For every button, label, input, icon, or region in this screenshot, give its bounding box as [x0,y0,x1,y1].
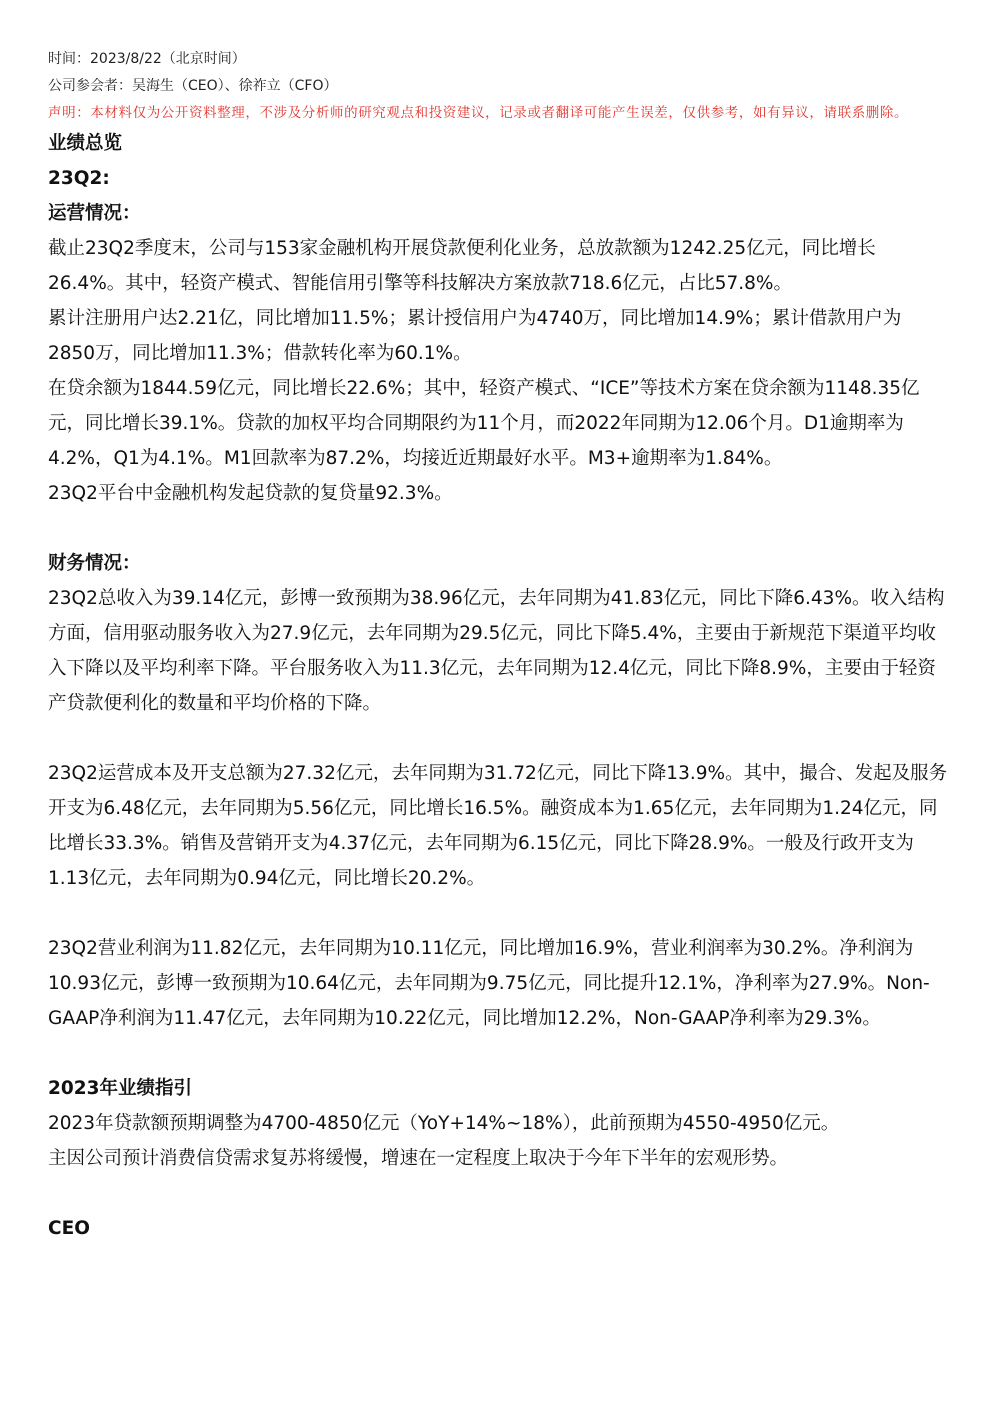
spacer [48,511,948,546]
guidance-paragraph-2: 主因公司预计消费信贷需求复苏将缓慢，增速在一定程度上取决于今年下半年的宏观形势。 [48,1148,789,1169]
finance-paragraph-1: 23Q2总收入为39.14亿元，彭博一致预期为38.96亿元，去年同期为41.83亿元，同比下降6.43%。收入结构方面，信用驱动服务收入为27.9亿元，去年同期为29.5亿元，同比下降5.4%，主要由于新规范下渠道平均收入下降以及平均利率下降。平台服务收入为11.3亿元，去年同期为12.4亿元，同比下降8.9%，主要由于轻资产贷款便利化的数量和平均价格的下降。 [48,588,945,714]
finance-paragraph-3: 23Q2营业利润为11.82亿元，去年同期为10.11亿元，同比增加16.9%，营业利润率为30.2%。净利润为10.93亿元，彭博一致预期为10.64亿元，去年同期为9.75亿元，同比提升12.1%，净利率为27.9%。Non-GAAP净利润为11.47亿元，去年同期为10.22亿元，同比增加12.2%，Non-GAAP净利率为29.3%。 [48,938,930,1029]
spacer [48,1036,948,1071]
operations-heading: 运营情况： [48,203,141,224]
finance-heading: 财务情况： [48,553,141,574]
operations-paragraph-4: 23Q2平台中金融机构发起贷款的复贷量92.3%。 [48,483,453,504]
finance-paragraph-2: 23Q2运营成本及开支总额为27.32亿元，去年同期为31.72亿元，同比下降13.9%。其中，撮合、发起及服务开支为6.48亿元，去年同期为5.56亿元，同比增长16.5%。融资成本为1.65亿元，去年同期为1.24亿元，同比增长33.3%。销售及营销开支为4.37亿元，去年同期为6.15亿元，同比下降28.9%。一般及行政开支为1.13亿元，去年同期为0.94亿元，同比增长20.2%。 [48,763,948,889]
operations-paragraph-2: 累计注册用户达2.21亿，同比增加11.5%；累计授信用户为4740万，同比增加14.9%；累计借款用户为2850万，同比增加11.3%；借款转化率为60.1%。 [48,308,902,364]
operations-paragraph-1: 截止23Q2季度末，公司与153家金融机构开展贷款便利化业务，总放款额为1242.25亿元，同比增长26.4%。其中，轻资产模式、智能信用引擎等科技解决方案放款718.6亿元，占比57.8%。 [48,238,876,294]
meeting-participants: 公司参会者：吴海生（CEO）、徐祚立（CFO） [48,78,338,94]
ceo-heading: CEO [48,1218,90,1239]
overview-heading: 业绩总览 [48,133,123,154]
period-heading: 23Q2: [48,168,110,189]
guidance-paragraph-1: 2023年贷款额预期调整为4700-4850亿元（YoY+14%~18%），此前预期为4550-4950亿元。 [48,1113,840,1134]
operations-paragraph-3: 在贷余额为1844.59亿元，同比增长22.6%；其中，轻资产模式、“ICE”等技术方案在贷余额为1148.35亿元，同比增长39.1%。贷款的加权平均合同期限约为11个月，而2022年同期为12.06个月。D1逾期率为4.2%，Q1为4.1%。M1回款率为87.2%，均接近近期最好水平。M3+逾期率为1.84%。 [48,378,920,469]
spacer [48,896,948,931]
document-page [48,46,948,1246]
guidance-heading: 2023年业绩指引 [48,1078,192,1099]
meeting-time: 时间：2023/8/22（北京时间） [48,51,246,67]
spacer [48,721,948,756]
spacer [48,1176,948,1211]
disclaimer: 声明：本材料仅为公开资料整理，不涉及分析师的研究观点和投资建议，记录或者翻译可能产生误差，仅供参考，如有异议，请联系删除。 [48,105,909,121]
